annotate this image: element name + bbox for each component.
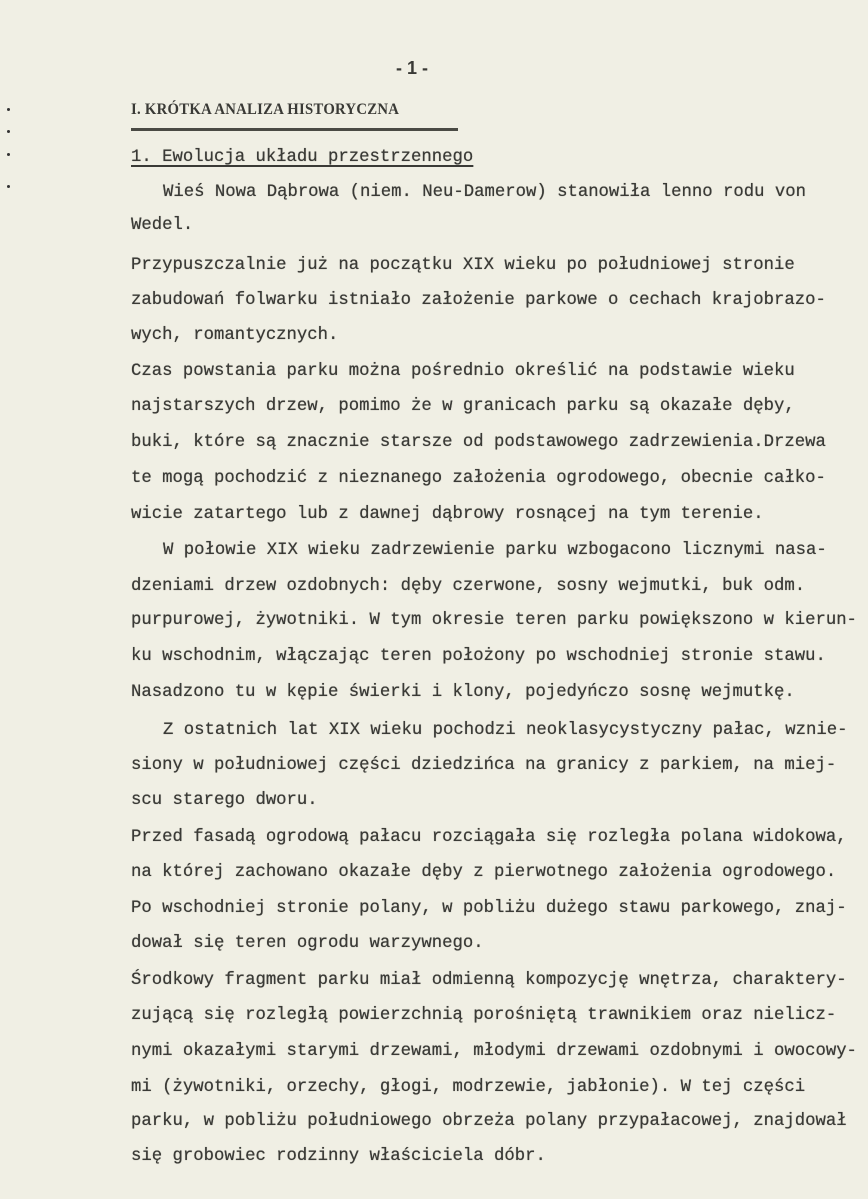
text-line: Z ostatnich lat XIX wieku pochodzi neoklasycystyczny pałac, wznie- <box>163 721 848 740</box>
text-line: buki, które są znacznie starsze od podstawowego zadrzewienia.Drzewa <box>131 433 826 452</box>
text-line: W połowie XIX wieku zadrzewienie parku wzbogacono licznymi nasa- <box>163 541 827 560</box>
text-line: nymi okazałymi starymi drzewami, młodymi drzewami ozdobnymi i owocowy- <box>131 1042 857 1061</box>
section-heading: I. KRÓTKA ANALIZA HISTORYCZNA <box>131 101 400 118</box>
text-line: te mogą pochodzić z nieznanego założenia ogrodowego, obecnie całko- <box>131 469 826 488</box>
page-number: - 1 - <box>396 58 429 78</box>
text-line: się grobowiec rodzinny właściciela dóbr. <box>131 1147 546 1166</box>
text-line: na której zachowano okazałe dęby z pierwotnego założenia ogrodowego. <box>131 863 837 882</box>
text-line: Czas powstania parku można pośrednio określić na podstawie wieku <box>131 362 795 381</box>
text-line: Po wschodniej stronie polany, w pobliżu dużego stawu parkowego, znaj- <box>131 899 847 918</box>
text-line: wych, romantycznych. <box>131 326 339 345</box>
text-line: wicie zatartego lub z dawnej dąbrowy rosnącej na tym terenie. <box>131 505 764 524</box>
text-line: siony w południowej części dziedzińca na granicy z parkiem, na miej- <box>131 756 837 775</box>
text-line: Środkowy fragment parku miał odmienną kompozycję wnętrza, charaktery- <box>131 971 847 990</box>
text-line: zabudowań folwarku istniało założenie parkowe o cechach krajobrazo- <box>131 291 826 310</box>
text-line: dzeniami drzew ozdobnych: dęby czerwone, sosny wejmutki, buk odm. <box>131 577 806 596</box>
text-line: purpurowej, żywotniki. W tym okresie teren parku powiększono w kierun- <box>131 611 857 630</box>
margin-hole-mark <box>7 130 10 133</box>
text-line: Przed fasadą ogrodową pałacu rozciągała się rozległa polana widokowa, <box>131 828 847 847</box>
text-line: Wieś Nowa Dąbrowa (niem. Neu-Damerow) stanowiła lenno rodu von <box>163 183 806 202</box>
text-line: Wedel. <box>131 216 194 235</box>
text-line: scu starego dworu. <box>131 791 318 810</box>
subsection-heading: 1. Ewolucja układu przestrzennego <box>131 148 474 167</box>
margin-hole-mark <box>7 108 10 111</box>
margin-hole-mark <box>7 185 10 188</box>
text-line: parku, w pobliżu południowego obrzeża polany przypałacowej, znajdował <box>131 1112 847 1131</box>
text-line: mi (żywotniki, orzechy, głogi, modrzewie, jabłonie). W tej części <box>131 1078 806 1097</box>
text-line: ku wschodnim, włączając teren położony po wschodniej stronie stawu. <box>131 647 826 666</box>
text-line: Nasadzono tu w kępie świerki i klony, pojedyńczo sosnę wejmutkę. <box>131 683 795 702</box>
margin-hole-mark <box>7 153 10 156</box>
text-line: zującą się rozległą powierzchnią porośniętą trawnikiem oraz nielicz- <box>131 1006 837 1025</box>
text-line: najstarszych drzew, pomimo że w granicach parku są okazałe dęby, <box>131 397 795 416</box>
text-line: Przypuszczalnie już na początku XIX wieku po południowej stronie <box>131 256 795 275</box>
heading-underline <box>131 128 458 131</box>
text-line: dował się teren ogrodu warzywnego. <box>131 934 484 953</box>
